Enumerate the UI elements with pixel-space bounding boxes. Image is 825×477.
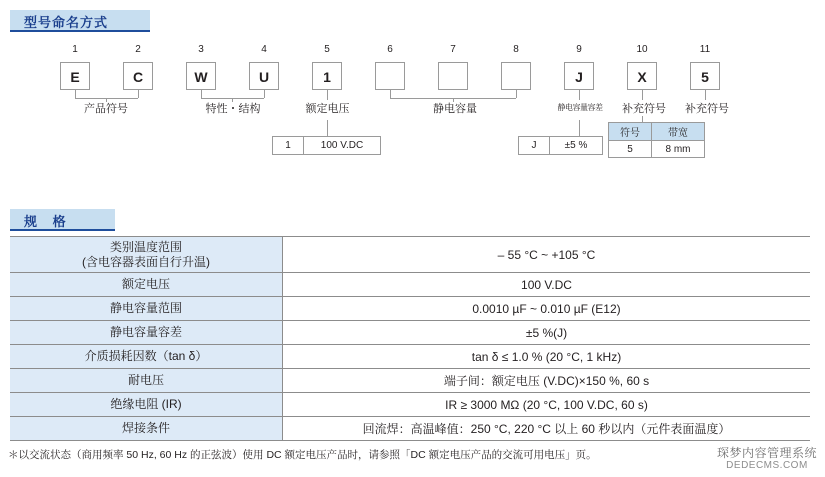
pn-tick-8: [516, 90, 517, 98]
section-title-spec: 规 格: [24, 214, 72, 229]
pn-tick-11: [705, 90, 706, 100]
pn-box-3: W: [186, 62, 216, 90]
spec-value-soldering-conditions: 回流焊：高温峰值：250 °C, 220 °C 以上 60 秒以内（元件表面温度）: [283, 417, 811, 441]
pn-box-4: U: [249, 62, 279, 90]
pn-box-9: J: [564, 62, 594, 90]
pn-index-7: 7: [450, 44, 456, 55]
spec-value-dissipation-factor: tan δ ≤ 1.0 % (20 °C, 1 kHz): [283, 345, 811, 369]
watermark: [717, 447, 817, 471]
pn-tick-9: [579, 90, 580, 100]
pn-tick-6: [390, 90, 391, 98]
spec-value-withstand-voltage: 端子间：额定电压 (V.DC)×150 %, 60 s: [283, 369, 811, 393]
tape-row-symbol: 5: [609, 141, 652, 158]
pn-index-10: 10: [636, 44, 648, 55]
table-row: [10, 237, 810, 273]
section-header-spec: [10, 209, 115, 231]
pn-tick-5: [327, 90, 328, 100]
pn-index-6: 6: [387, 44, 393, 55]
pn-label-rated-voltage: 额定电压: [305, 103, 350, 115]
spec-value-capacitance-tolerance: ±5 %(J): [283, 321, 811, 345]
pn-index-8: 8: [513, 44, 519, 55]
pn-index-1: 1: [72, 44, 78, 55]
table-row: [10, 297, 810, 321]
table-rated-voltage: [272, 136, 381, 155]
spec-label-line2: (含电容器表面自行升温): [82, 254, 210, 269]
pn-index-11: 11: [699, 44, 711, 55]
pn-label-supplement-2: 补充符号: [685, 103, 729, 115]
pn-tick-10: [642, 90, 643, 100]
pn-tick-4: [264, 90, 265, 98]
section-header-part-number: [10, 10, 150, 32]
pn-label-supplement-1: 补充符号: [622, 103, 666, 115]
pn-tick-2: [138, 90, 139, 98]
pn-label-capacitance: 静电容量: [433, 103, 477, 115]
tape-header-width: 带宽: [652, 123, 705, 141]
pn-index-5: 5: [324, 44, 330, 55]
tape-row-width: 8 mm: [652, 141, 705, 158]
pn-box-7: [438, 62, 468, 90]
pn-drop-voltage: [327, 120, 328, 136]
pn-box-6: [375, 62, 405, 90]
pn-index-2: 2: [135, 44, 141, 55]
pn-drop-tolerance: [579, 120, 580, 136]
pn-box-5: 1: [312, 62, 342, 90]
spec-label-rated-voltage: 额定电压: [10, 273, 283, 297]
table-row: [10, 369, 810, 393]
rated-voltage-symbol: 1: [273, 137, 304, 155]
table-row: [10, 417, 810, 441]
table-row: [10, 321, 810, 345]
tolerance-symbol: J: [519, 137, 550, 155]
spec-value-insulation-resistance: IR ≥ 3000 MΩ (20 °C, 100 V.DC, 60 s): [283, 393, 811, 417]
pn-label-product-symbol: 产品符号: [84, 103, 128, 115]
spec-label-dissipation-factor: 介质损耗因数（tan δ）: [10, 345, 283, 369]
pn-box-11: 5: [690, 62, 720, 90]
table-row: [10, 393, 810, 417]
watermark-line-cn: 琛梦内容管理系统: [716, 445, 817, 460]
spec-label-withstand-voltage: 耐电压: [10, 369, 283, 393]
spec-label-temperature-range: [10, 237, 283, 273]
pn-box-1: E: [60, 62, 90, 90]
pn-box-10: X: [627, 62, 657, 90]
table-capacitance-tolerance: [518, 136, 603, 155]
part-number-diagram: [10, 36, 810, 166]
pn-index-4: 4: [261, 44, 267, 55]
spec-label-soldering-conditions: 焊接条件: [10, 417, 283, 441]
table-row: [10, 345, 810, 369]
tolerance-value: ±5 %: [550, 137, 603, 155]
specifications-table: [10, 236, 810, 441]
tape-header-symbol: 符号: [609, 123, 652, 141]
pn-label-characteristic: 特性・结构: [205, 103, 261, 115]
spec-label-insulation-resistance: 绝缘电阻 (IR): [10, 393, 283, 417]
spec-label-capacitance-range: 静电容量范围: [10, 297, 283, 321]
pn-index-9: 9: [576, 44, 582, 55]
pn-tick-3: [201, 90, 202, 98]
rated-voltage-value: 100 V.DC: [304, 137, 381, 155]
table-row: [10, 273, 810, 297]
spec-value-capacitance-range: 0.0010 µF ~ 0.010 µF (E12): [283, 297, 811, 321]
pn-label-capacitance-tolerance: 静电容量容差: [557, 103, 603, 112]
spec-value-rated-voltage: 100 V.DC: [283, 273, 811, 297]
spec-label-capacitance-tolerance: 静电容量容差: [10, 321, 283, 345]
table-tape-width: [608, 122, 705, 158]
pn-tick-1: [75, 90, 76, 98]
pn-box-8: [501, 62, 531, 90]
pn-index-3: 3: [198, 44, 204, 55]
spec-value-temperature-range: – 55 °C ~ +105 °C: [283, 237, 811, 273]
pn-box-2: C: [123, 62, 153, 90]
spec-label-line1: 类别温度范围: [109, 239, 182, 254]
footnote: ＊以交流状态（商用频率 50 Hz, 60 Hz 的正弦波）使用 DC 额定电压产品时，请参照「DC 额定电压产品的交流可用电压」页。: [8, 449, 597, 461]
watermark-line-en: DEDECMS.COM: [726, 460, 808, 471]
section-title-part-number: 型号命名方式: [24, 15, 109, 30]
